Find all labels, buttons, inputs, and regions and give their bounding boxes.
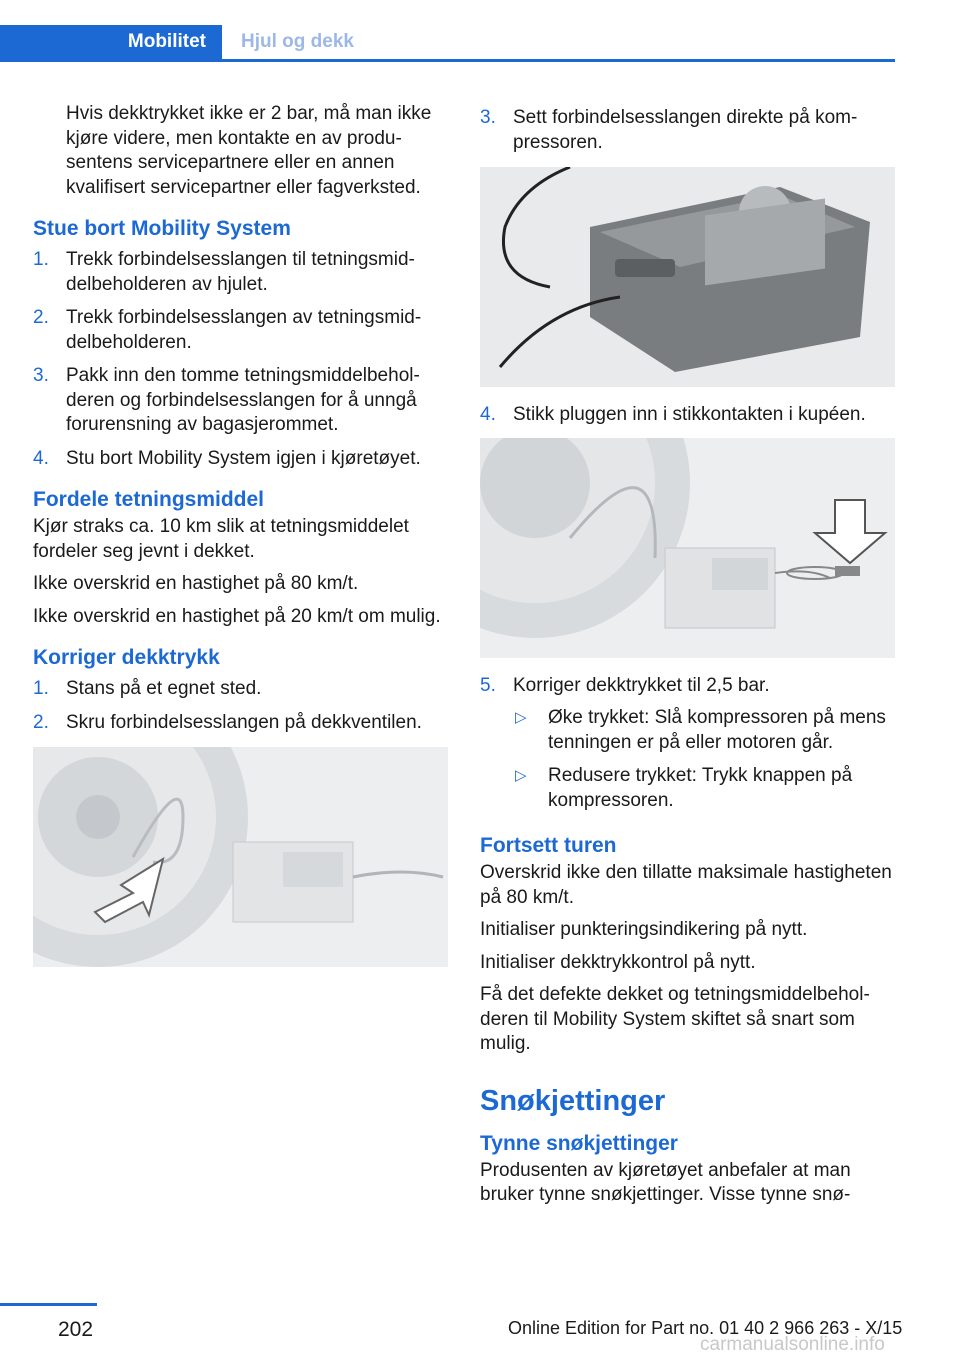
watermark: carmanualsonline.info: [700, 1334, 885, 1355]
list-item: [33, 711, 449, 736]
step-number: 2.: [33, 711, 49, 733]
illustration-plug-socket: [480, 438, 895, 658]
list-item: [33, 677, 449, 702]
list-item: [33, 248, 449, 297]
list-item: [513, 764, 898, 813]
left-column: [33, 102, 449, 983]
header-rule: [0, 59, 895, 62]
heading-correct: Korriger dekktrykk: [33, 646, 220, 669]
chapter-title-snow: Snøkjettinger: [480, 1084, 666, 1117]
continue-steps-b: [480, 403, 898, 428]
step-text: Trekk forbindelsesslangen av tetningsmiddelbeholderen.: [66, 307, 422, 353]
step-number: 4.: [33, 447, 49, 469]
snow-p1: Produsenten av kjøretøyet anbefaler at man bruker tynne snøkjettinger. Visse tynne snø-: [480, 1159, 851, 1205]
page-number: 202: [58, 1318, 94, 1341]
illustration-compressor: [480, 167, 895, 387]
step-text: Sett forbindelsesslangen direkte på kompressoren.: [513, 107, 858, 153]
section-tab-label: Mobilitet: [127, 31, 206, 52]
continue-p2: Initialiser punkteringsindikering på nytt.: [480, 919, 808, 940]
continue-steps-a: [480, 106, 898, 155]
step-text: Stu bort Mobility System igjen i kjøretøyet.: [66, 447, 421, 469]
heading-thin-chains: Tynne snøkjettinger: [480, 1131, 678, 1155]
triangle-right-icon: ▷: [515, 767, 527, 784]
list-item: [480, 106, 898, 155]
stow-steps: [33, 248, 449, 471]
edition-text: Online Edition for Part no. 01 40 2 966 263 - X/15: [508, 1318, 903, 1338]
right-column: [480, 106, 898, 1216]
step-number: 2.: [33, 307, 49, 328]
step-number: 1.: [33, 678, 49, 699]
list-item: [33, 306, 449, 355]
heading-continue: Fortsett turen: [480, 834, 617, 857]
continue-p3: Initialiser dekktrykkontrol på nytt.: [480, 951, 756, 973]
illustration-valve-hose: [33, 747, 448, 967]
option-text: Øke trykket: Slå kompressoren på mens tenningen er på eller motoren går.: [548, 707, 886, 753]
step-text: Stikk pluggen inn i stikkontakten i kupéen.: [513, 404, 866, 425]
list-item: [480, 403, 898, 428]
list-item: [480, 674, 898, 814]
distribute-p2: Ikke overskrid en hastighet på 80 km/t.: [33, 573, 359, 594]
step-text: Stans på et egnet sted.: [66, 678, 262, 699]
option-text: Redusere trykket: Trykk knappen på kompressoren.: [548, 765, 853, 811]
distribute-p3: Ikke overskrid en hastighet på 20 km/t om mulig.: [33, 605, 441, 627]
step-text: Korriger dekktrykket til 2,5 bar.: [513, 674, 770, 696]
list-item: [33, 447, 449, 472]
list-item: [33, 364, 449, 438]
step-number: 5.: [480, 674, 496, 696]
heading-stow: Stue bort Mobility System: [33, 217, 291, 240]
continue-steps-c: [480, 674, 898, 814]
step-number: 3.: [480, 107, 496, 128]
step-text: Pakk inn den tomme tetningsmiddelbeholderen og forbindelsesslangen for å unngå forurensning av bagasjerommet.: [66, 365, 420, 435]
step-number: 3.: [33, 365, 49, 386]
section-tab[interactable]: [0, 25, 222, 62]
step-number: 4.: [480, 404, 496, 425]
step-text: Trekk forbindelsesslangen til tetningsmiddelbeholderen av hjulet.: [66, 249, 415, 295]
distribute-p1: Kjør straks ca. 10 km slik at tetningsmiddelet fordeler seg jevnt i dekket.: [33, 516, 409, 562]
continue-p4: Få det defekte dekket og tetningsmiddelbeholderen til Mobility System skiftet så snart som mulig.: [480, 984, 870, 1054]
triangle-right-icon: ▷: [515, 709, 527, 726]
list-item: [513, 706, 898, 755]
intro-paragraph: Hvis dekktrykket ikke er 2 bar, må man ikke kjøre videre, men kontakte en av produsentens servicepartnere eller en annen kvalifisert servicepartner eller fagverksted.: [66, 103, 432, 198]
continue-p1: Overskrid ikke den tillatte maksimale hastigheten på 80 km/t.: [480, 862, 892, 908]
page-header: [0, 25, 895, 62]
pressure-options: [513, 706, 898, 813]
correct-steps: [33, 677, 449, 735]
heading-distribute: Fordele tetningsmiddel: [33, 488, 265, 511]
step-text: Skru forbindelsesslangen på dekkventilen.: [66, 711, 422, 733]
subsection-tab[interactable]: Hjul og dekk: [241, 31, 354, 52]
step-number: 1.: [33, 249, 49, 270]
footer-rule: [0, 1303, 97, 1306]
